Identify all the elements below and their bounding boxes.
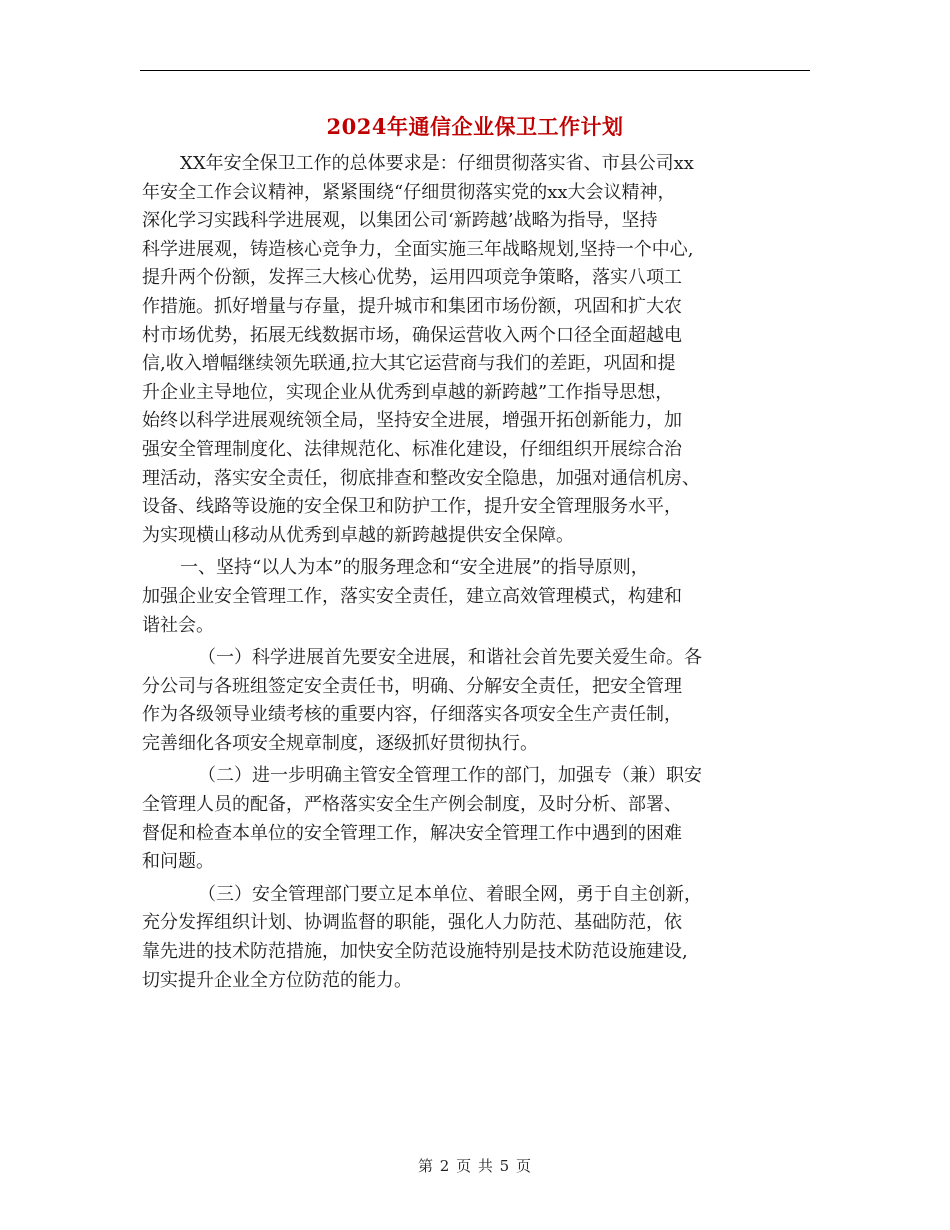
text-line: 和问题。 [142,851,214,873]
paragraph [142,881,810,995]
text-line: 科学进展观，铸造核心竞争力，全面实施三年战略规划,坚持一个中心, [142,238,694,260]
text-line: 充分发挥组织计划、协调监督的职能，强化人力防范、基础防范，依 [142,912,682,934]
text-line: 深化学习实践科学进展观，以集团公司‘新跨越’战略为指导，坚持 [142,210,658,232]
text-line: 信,收入增幅继续领先联通,拉大其它运营商与我们的差距，巩固和提 [142,353,676,375]
text-line: 分公司与各班组签定安全责任书，明确、分解安全责任，把安全管理 [142,675,682,697]
paragraph [142,554,810,644]
document-body [142,150,810,995]
text-line: 村市场优势，拓展无线数据市场，确保运营收入两个口径全面超越电 [142,324,682,346]
text-line: XX年安全保卫工作的总体要求是：仔细贯彻落实省、市县公司xx [180,153,694,174]
paragraph [142,644,810,762]
text-line: （二）进一步明确主管安全管理工作的部门，加强专（兼）职安 [198,765,702,787]
text-line: 完善细化各项安全规章制度，逐级抓好贯彻执行。 [142,732,538,754]
text-line: 一、坚持“以人为本”的服务理念和“安全进展”的指导原则， [180,557,649,579]
text-line: 全管理人员的配备，严格落实安全生产例会制度，及时分析、部署、 [142,794,682,816]
text-line: （一）科学进展首先要安全进展，和谐社会首先要关爱生命。各 [198,647,702,669]
text-line: 靠先进的技术防范措施，加快安全防范设施特别是技术防范设施建设, [142,941,688,963]
paragraph [142,762,810,880]
text-line: 督促和检查本单位的安全管理工作，解决安全管理工作中遇到的困难 [142,822,682,844]
text-line: 升企业主导地位，实现企业从优秀到卓越的新跨越”工作指导思想， [142,381,674,403]
text-line: 强安全管理制度化、法律规范化、标准化建设，仔细组织开展综合治 [142,438,682,460]
paragraph [142,150,810,554]
header-rule [140,70,810,71]
text-line: 理活动，落实安全责任，彻底排查和整改安全隐患，加强对通信机房、 [142,467,700,489]
text-line: 设备、线路等设施的安全保卫和防护工作，提升安全管理服务水平， [142,496,682,518]
text-line: 提升两个份额，发挥三大核心优势，运用四项竞争策略，落实八项工 [142,267,682,289]
text-line: 谐社会。 [142,614,214,636]
text-line: 始终以科学进展观统领全局，坚持安全进展，增强开拓创新能力，加 [142,410,682,432]
text-line: 为实现横山移动从优秀到卓越的新跨越提供安全保障。 [142,524,574,546]
text-line: 年安全工作会议精神，紧紧围绕“仔细贯彻落实党的xx大会议精神， [142,181,676,203]
page-number: 第 2 页 共 5 页 [418,1157,532,1175]
text-line: 加强企业安全管理工作，落实安全责任，建立高效管理模式，构建和 [142,585,682,607]
text-line: 作为各级领导业绩考核的重要内容，仔细落实各项安全生产责任制， [142,704,682,726]
text-line: （三）安全管理部门要立足本单位、着眼全网，勇于自主创新， [198,883,702,905]
text-line: 切实提升企业全方位防范的能力。 [142,969,412,991]
text-line: 作措施。抓好增量与存量，提升城市和集团市场份额，巩固和扩大农 [142,295,682,317]
document-title: 2024年通信企业保卫工作计划 [326,114,624,139]
